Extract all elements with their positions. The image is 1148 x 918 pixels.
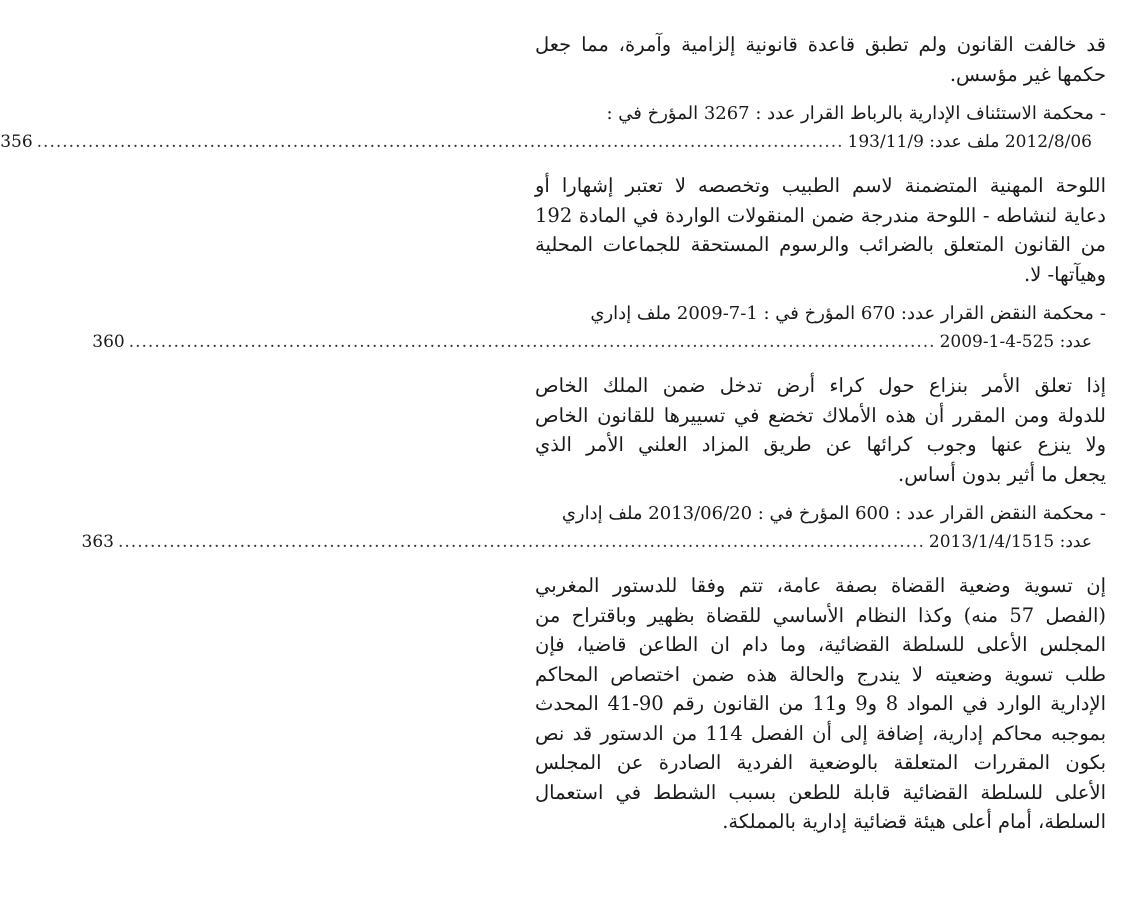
paragraph-1 [535,30,1106,89]
text-line: يجعل ما أثير بدون أساس. [898,462,1106,486]
paragraph-4 [535,571,1106,837]
text-line: حكمها غير مؤسس. [949,62,1106,86]
reference-line-1: -محكمة النقض القرار عدد: 670 المؤرخ في : 1-7-2009 ملف إداري [590,303,1106,324]
reference-court-text: محكمة النقض القرار عدد : 600 المؤرخ في : 2013/06/20 ملف إداري [561,503,1094,524]
page-number: 356 [0,132,33,152]
reference-line-1: -محكمة الاستئناف الإدارية بالرباط القرار عدد : 3267 المؤرخ في : [606,103,1106,124]
text-line: (الفصل 57 منه) وكذا النظام الأساسي للقضاة بظهير وباقتراح من [535,603,1106,627]
text-line: قد خالفت القانون ولم تطبق قاعدة قانونية إلزامية وآمرة، مما جعل [535,33,1106,56]
text-line: وهيآتها- لا. [1024,262,1106,286]
text-line: طلب تسوية وضعيته لا يندرج والحالة هذه ضمن اختصاص المحاكم [535,662,1106,686]
text-line: من القانون المتعلق بالضرائب والرسوم المستحقة للجماعات المحلية [535,233,1106,256]
reference-line-2 [92,328,1106,357]
reference-line-2 [0,128,1106,157]
leader-dots: .............................................................................................................................. [36,132,844,152]
page-number: 363 [81,532,114,552]
reference-court-text: محكمة الاستئناف الإدارية بالرباط القرار عدد : 3267 المؤرخ في : [606,103,1094,124]
page-number: 360 [92,332,125,352]
reference-1 [0,99,1106,157]
leader-dots: .............................................................................................................................. [117,532,925,552]
paragraph-2 [535,171,1106,289]
reference-2 [92,299,1106,357]
text-line: للدولة ومن المقرر أن هذه الأملاك تخضع في تسييرها للقانون الخاص [535,403,1106,427]
text-line: دعاية لنشاطه - اللوحة مندرجة ضمن المنقولات الواردة في المادة 192 [535,203,1106,227]
reference-file-text: عدد: 2013/1/4/1515 [928,532,1092,552]
text-line: إن تسوية وضعية القضاة بصفة عامة، تتم وفقا للدستور المغربي [535,574,1106,597]
text-line: بكون المقررات المتعلقة بالوضعية الفردية الصادرة عن المجلس [535,751,1106,774]
reference-line-2 [81,528,1106,557]
text-line: الأعلى للسلطة القضائية قابلة للطعن بسبب الشطط في استعمال [535,780,1106,804]
text-line: اللوحة المهنية المتضمنة لاسم الطبيب وتخصصه لا تعتبر إشهارا أو [535,174,1106,197]
text-line: ولا ينزع عنها وجوب كرائها عن طريق المزاد العلني الأمر الذي [535,433,1106,456]
leader-dots: .............................................................................................................................. [128,332,936,352]
text-line: بموجبه محاكم إدارية، إضافة إلى أن الفصل 114 من الدستور قد نص [535,721,1106,745]
reference-file-text: عدد: 525-4-1-2009 [939,332,1092,352]
text-line: الإدارية الوارد في المواد 8 و9 و11 من القانون رقم 90-41 المحدث [535,692,1107,715]
text-line: السلطة، أمام أعلى هيئة قضائية إدارية بالمملكة. [722,810,1106,833]
text-line: إذا تعلق الأمر بنزاع حول كراء أرض تدخل ضمن الملك الخاص [535,374,1106,397]
reference-file-text: 2012/8/06 ملف عدد: 193/11/9 [847,132,1092,152]
reference-court-text: محكمة النقض القرار عدد: 670 المؤرخ في : 1-7-2009 ملف إداري [590,303,1094,324]
paragraph-3 [535,371,1106,489]
reference-3 [81,499,1106,557]
reference-line-1: -محكمة النقض القرار عدد : 600 المؤرخ في : 2013/06/20 ملف إداري [561,503,1106,524]
text-line: المجلس الأعلى للسلطة القضائية، وما دام ان الطاعن قاضيا، فإن [535,633,1106,656]
